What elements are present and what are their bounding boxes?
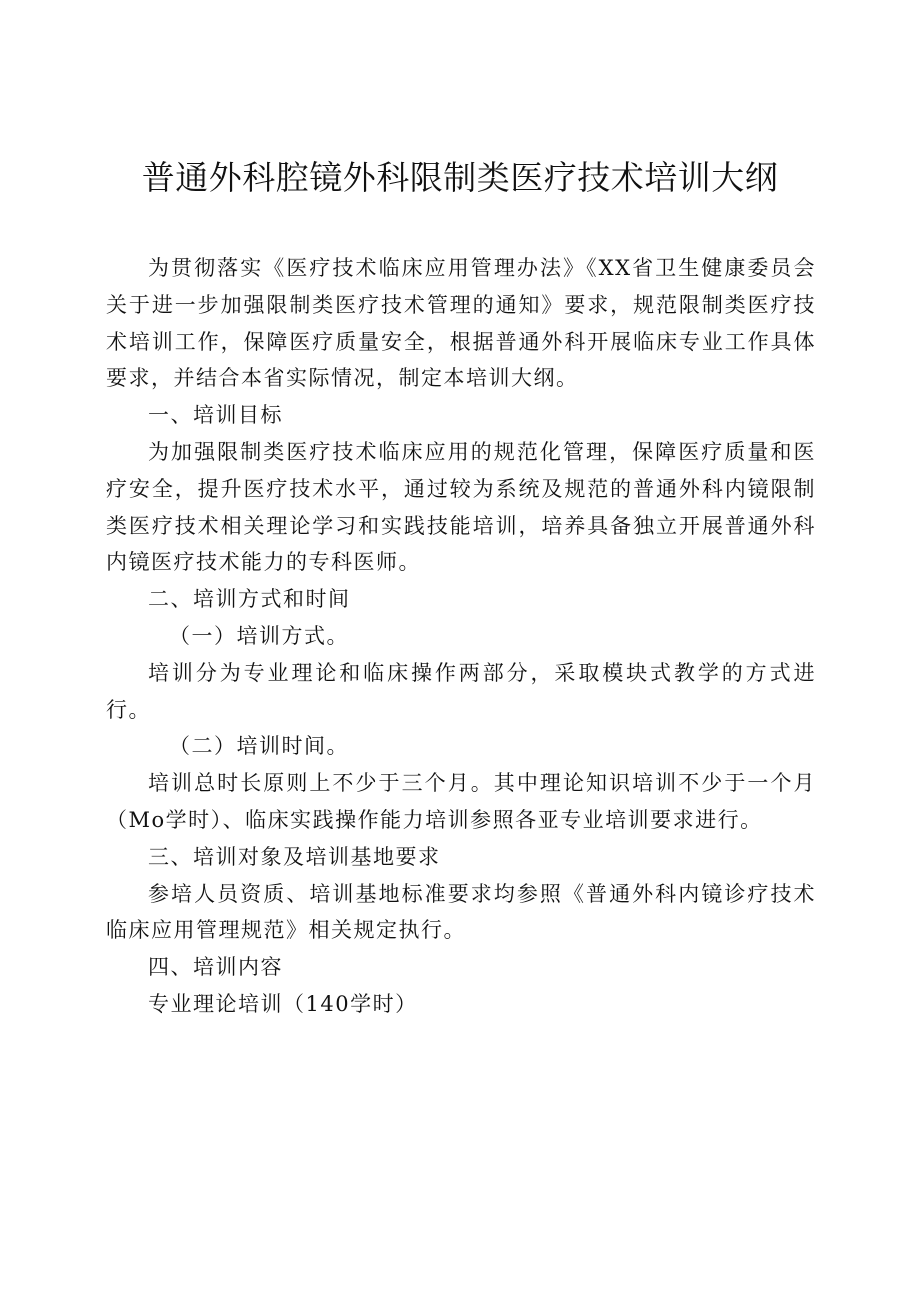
section-heading-objectives: 一、培训目标 xyxy=(148,403,283,428)
section-heading-content: 四、培训内容 xyxy=(148,955,283,980)
trainees-base-paragraph: 参培人员资质、培训基地标准要求均参照《普通外科内镜诊疗技术临床应用管理规范》相关规定执行。 xyxy=(106,881,816,943)
objectives-paragraph: 为加强限制类医疗技术临床应用的规范化管理，保障医疗质量和医疗安全，提升医疗技术水平，通过较为系统及规范的普通外科内镜限制类医疗技术相关理论学习和实践技能培训，培养具备独立开展普通外科内镜医疗技术能力的专科医师。 xyxy=(106,439,816,575)
document-title: 普通外科腔镜外科限制类医疗技术培训大纲 xyxy=(141,158,779,197)
section-heading-trainees-base: 三、培训对象及培训基地要求 xyxy=(148,844,441,869)
subheading-method: （一）培训方式。 xyxy=(169,623,349,648)
time-paragraph: 培训总时长原则上不少于三个月。其中理论知识培训不少于一个月（Mo学时）、临床实践操作能力培训参照各亚专业培训要求进行。 xyxy=(106,771,816,832)
document-body xyxy=(106,250,816,1023)
subheading-time: （二）培训时间。 xyxy=(169,734,349,759)
section-heading-method-time: 二、培训方式和时间 xyxy=(148,587,351,612)
intro-paragraph: 为贯彻落实《医疗技术临床应用管理办法》《XX省卫生健康委员会关于进一步加强限制类医疗技术管理的通知》要求，规范限制类医疗技术培训工作，保障医疗质量安全，根据普通外科开展临床专业工作具体要求，并结合本省实际情况，制定本培训大纲。 xyxy=(106,256,816,391)
theory-training-line: 专业理论培训（140学时） xyxy=(148,991,418,1016)
method-paragraph: 培训分为专业理论和临床操作两部分，采取模块式教学的方式进行。 xyxy=(106,660,816,722)
